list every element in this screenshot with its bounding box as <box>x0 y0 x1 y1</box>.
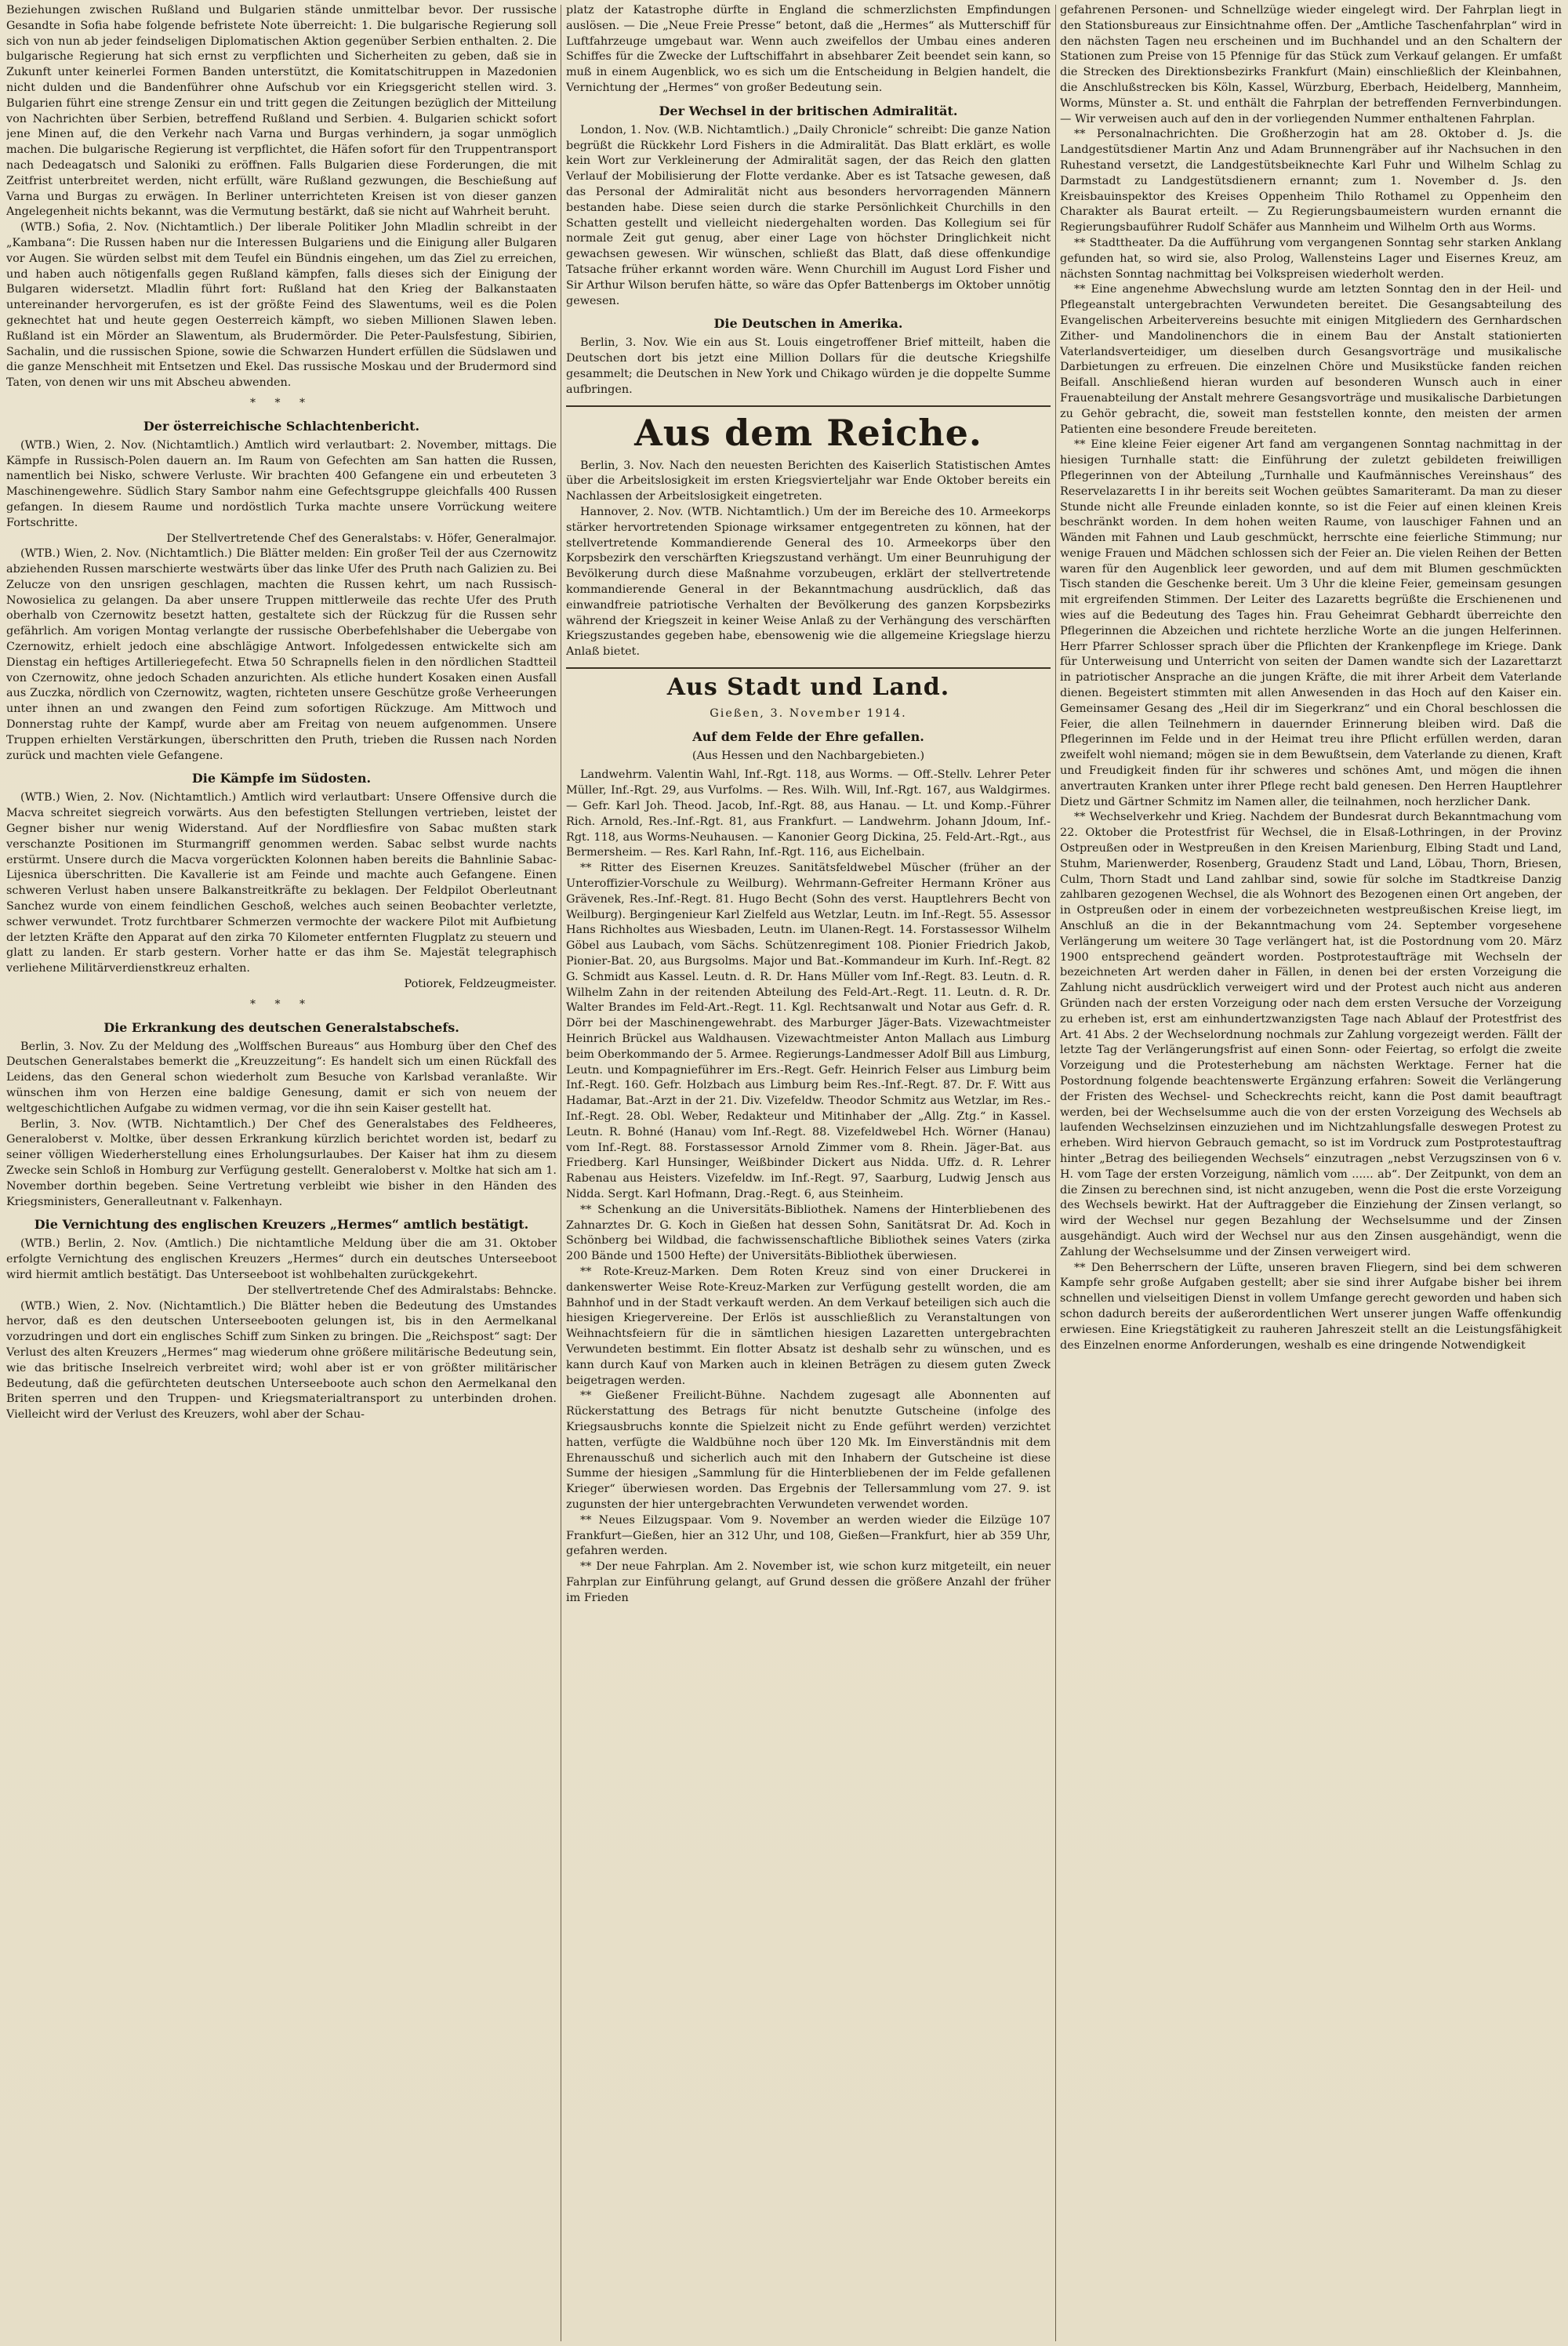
article-paragraph: (WTB.) Berlin, 2. Nov. (Amtlich.) Die nichtamtliche Meldung über die am 31. Oktober erfolgte Vernichtung des englischen Kreuzers „Hermes“ durch ein deutsches Unterseeboot wird hiermit amtlich bestätigt. Das Unterseeboot ist wohlbehalten zurückgekehrt. <box>6 1237 557 1281</box>
article-paragraph: ** Eine angenehme Abwechslung wurde am letzten Sonntag den in der Heil- und Pflegeanstalt untergebrachten Verwundeten bereitet. Die Gesangsabteilung des Evangelischen Arbeitervereins besuchte mit einigen Mitgliedern des Gernhardschen Zither- und Mandolinenchors die in einem Bau der Anstalt stationierten Vaterlandsverteidiger, um dieselben durch Gesangsvorträge und musikalische Darbietungen zu erfreuen. Die einzelnen Chöre und Musikstücke fanden reichen Beifall. Anschließend hieran wurden auf besonderen Wunsch auch in einer Frauenabteilung der Anstalt mehrere Gesangsvorträge und musikalische Darbietungen zu Gehör gebracht, die, soweit man feststellen konnte, den meisten der armen Patienten eine besondere Freude bereiteten. <box>1060 283 1562 436</box>
section-title-stadt-land: Aus Stadt und Land. <box>666 673 950 701</box>
article-paragraph: ** Den Beherrschern der Lüfte, unseren braven Fliegern, sind bei dem schweren Kampfe sehr große Aufgaben gestellt; aber sie sind ihrer Aufgabe bisher bei ihrem schnellen und vielseitigen Dienst in vollem Umfange gerecht geworden und haben sich schon dadurch bereits der außerordentlichen Wert unserer jungen Waffe offenkundig erwiesen. Eine Kriegstätigkeit zu rauheren Jahreszeit stellt an die Leistungsfähigkeit des Einzelnen enorme Anforderungen, weshalb es eine dringende Notwendigkeit <box>1060 1261 1562 1352</box>
article-paragraph: ** Neues Eilzugspaar. Vom 9. November an werden wieder die Eilzüge 107 Frankfurt—Gießen, hier an 312 Uhr, und 108, Gießen—Frankfurt, hier ab 359 Uhr, gefahren werden. <box>566 1513 1051 1558</box>
article-paragraph: platz der Katastrophe dürfte in England die schmerzlichsten Empfindungen auslösen. — Die „Neue Freie Presse“ betont, daß die „Hermes“ als Mutterschiff für Luftfahrzeuge umgebaut war. Wenn auch zweifellos der Umbau eines anderen Schiffes für die Zwecke der Luftschiffahrt in absehbarer Zeit beendet sein kann, so muß in einem Augenblick, wo es sich um die Entscheidung in Belgien handelt, die Vernichtung der „Hermes“ von großer Bedeutung sein. <box>566 4 1051 94</box>
section-separator: * * * <box>250 997 313 1011</box>
article-paragraph: Beziehungen zwischen Rußland und Bulgarien stände unmittelbar bevor. Der russische Gesandte in Sofia habe folgende befristete Note überreicht: 1. Die bulgarische Regierung soll sich von nun ab jeder feindseligen Diplomatischen Aktion gegenüber Serbien enthalten. 2. Die bulgarische Regierung hat sich ernst zu verpflichten und Sicherheiten zu geben, daß sie in Zukunft unter keinerlei Formen Banden unterstützt, die Komitatschitruppen in Mazedonien nicht dulden und die Bandenführer ohne Aufschub vor ein Kriegsgericht stellen wird. 3. Bulgarien führt eine strenge Zensur ein und tritt gegen die Zeitungen bezüglich der Mitteilung von Nachrichten über Serbien, betreffend Rußland und Serbien. 4. Bulgarien schickt sofort jene Minen auf, die den Verkehr nach Varna und Burgas verhindern, ja sogar unmöglich machen. Die bulgarische Regierung ist verpflichtet, die Häfen sofort für den Truppentransport nach Dedeagatsch und Saloniki zu eröffnen. Falls Bulgarien diese Forderungen, die mit Zeitfrist unterbreitet werden, nicht erfüllt, wäre Rußland gezwungen, die Beschießung auf Varna und Burgas zu erwägen. In Berliner unterrichteten Kreisen ist von dieser ganzen Angelegenheit nichts bekannt, was die Vermutung bestärkt, daß sie nicht auf Wahrheit beruht. <box>6 4 557 219</box>
headline-schlachtenbericht: Der österreichische Schlachtenbericht. <box>143 418 420 434</box>
article-paragraph: (WTB.) Wien, 2. Nov. (Nichtamtlich.) Amtlich wird verlautbart: 2. November, mittags. Die Kämpfe in Russisch-Polen dauern an. Im Raum von Gefechten am San hatten die Russen, namentlich bei Nisko, schwere Verluste. Wir brachten 400 Gefangene ein und erbeuteten 3 Maschinengewehre. Südlich Stary Sambor nahm eine Gefechtsgruppe gleichfalls 400 Russen gefangen. In diesem Raume und nordöstlich Turka machte unsere Vorrückung weitere Fortschritte. <box>6 438 557 529</box>
signature: Der stellvertretende Chef des Admiralstabs: Behncke. <box>247 1284 557 1297</box>
headline-admiralitaet: Der Wechsel in der britischen Admiralität. <box>659 103 958 118</box>
article-paragraph: ** Personalnachrichten. Die Großherzogin hat am 28. Oktober d. Js. die Landgestütsdiener Martin Anz und Adam Brunnengräber auf ihr Nachsuchen in den Ruhestand versetzt, die Landgestütsbeiknechte Karl Fuhr und Wilhelm Schlag zu Darmstadt zu Landgestütsdienern ernannt; zum 1. November d. Js. den Kreisbauinspektor des Kreises Oppenheim Thilo Rothamel zu Oppenheim den Charakter als Baurat erteilt. — Zu Regierungsbaumeistern wurden ernannt die Regierungsbauführer Rudolf Schäfer aus Mannheim und Wilhelm Orth aus Worms. <box>1060 128 1562 234</box>
headline-erkrankung: Die Erkrankung des deutschen Generalstabschefs. <box>103 1019 459 1035</box>
section-rule <box>566 667 1051 669</box>
dateline: Gießen, 3. November 1914. <box>710 706 907 720</box>
headline-amerika: Die Deutschen in Amerika. <box>713 316 903 332</box>
headline-subtitle: (Aus Hessen und den Nachbargebieten.) <box>691 749 925 762</box>
signature: Der Stellvertretende Chef des Generalstabs: v. Höfer, Generalmajor. <box>166 532 557 545</box>
article-paragraph: Berlin, 3. Nov. Nach den neuesten Berichten des Kaiserlich Statistischen Amtes über die Arbeitslosigkeit im ersten Kriegsvierteljahr war Ende Oktober bereits ein Nachlassen der Arbeitslosigkeit eingetreten. <box>566 459 1051 503</box>
article-paragraph: gefahrenen Personen- und Schnellzüge wieder eingelegt wird. Der Fahrplan liegt in den Stationsbureaus zur Einsichtnahme offen. Der „Amtliche Taschenfahrplan“ wird in den nächsten Tagen neu erscheinen und im Buchhandel und an den Schaltern der Stationen zum Preise von 15 Pfennige für das Stück zum Verkauf gelangen. Er umfaßt die Strecken des Direktionsbezirks Frankfurt (Main) einschließlich der Kleinbahnen, die Anschlußstrecken bis Köln, Kassel, Würzburg, Eberbach, Heidelberg, Mannheim, Worms, Münster a. St. und enthält die Fahrplan der betreffenden Fernverbindungen. — Wir verweisen auch auf den in der vorliegenden Nummer enthaltenen Fahrplan. <box>1060 4 1562 125</box>
article-paragraph: ** Eine kleine Feier eigener Art fand am vergangenen Sonntag nachmittag in der hiesigen Turnhalle statt: die Einführung der zuletzt gebildeten freiwilligen Pflegerinnen von der Abteilung „Turnhalle und Kaufmännisches Vereinshaus“ des Reservelazaretts I in ihr bereits seit Wochen geübtes Samariteramt. Da man zu dieser Stunde nicht alle Freunde einladen konnte, so ist die Feier auf einen kleinen Kreis beschränkt worden. In dem hohen weiten Raume, von lauschiger Fahnen und an Wänden mit Fahnen und Laub geschmückt, herrschte eine feierliche Stimmung; nur wenige Frauen und Mädchen schlossen sich der Feier an. Die vielen Reihen der Betten waren für den Augenblick leer geworden, und auf dem mit Blumen geschmückten Tisch standen die Geschenke bereit. Um 3 Uhr die kleine Feier, gemeinsam gesungen mit ergreifenden Stimmen. Der Leiter des Lazaretts begrüßte die Erschienenen und wies auf die Bedeutung des Tages hin. Frau Geheimrat Gebhardt überreichte den Pflegerinnen die Abzeichen und richtete herzliche Worte an die jungen Helferinnen. Herr Pfarrer Schlosser sprach über die Pflichten der Krankenpflege im Kriege. Dank für Unterweisung und Unterricht von seiten der Damen wandte sich der Lazarettarzt in patriotischer Ansprache an die jungen Kräfte, die mit ihrer Arbeit dem Vaterlande dienen. Begeistert stimmten mit allen Anwesenden in das Hoch auf den Kaiser ein. Gemeinsamer Gesang des „Heil dir im Siegerkranz“ und ein Choral beschlossen die Feier, die allen Teilnehmern in dauernder Erinnerung bleiben wird. Daß die Pflegerinnen im Felde und in der Heimat treu ihre Pflicht erfüllen werden, daran zweifelt wohl niemand; mögen sie in dem Bewußtsein, dem Vaterlande zu dienen, Kraft und Freudigkeit finden für ihr schweres und schönes Amt, und mögen die ihnen anvertrauten Kranken unter ihrer Pflege recht bald genesen. Den Herren Hauptlehrer Dietz und Gärtner Schmitz im Namen aller, die teilnahmen, noch herzlicher Dank. <box>1060 438 1562 808</box>
article-paragraph: ** Schenkung an die Universitäts-Bibliothek. Namens der Hinterbliebenen des Zahnarztes Dr. G. Koch in Gießen hat dessen Sohn, Sanitätsrat Dr. Ad. Koch in Schönberg bei Wildbad, die fachwissenschaftliche Bibliothek seines Vaters (zirka 200 Bände und 1500 Hefte) der Universitäts-Bibliothek überwiesen. <box>566 1203 1051 1263</box>
article-paragraph: London, 1. Nov. (W.B. Nichtamtlich.) „Daily Chronicle“ schreibt: Die ganze Nation begrüßt die Rückkehr Lord Fishers in die Admiralität. Das Blatt erklärt, es wolle kein Wort zur Verkleinerung der Admiralität sagen, der das Reich den glatten Verlauf der Mobilisierung der Flotte verdanke. Aber es ist Tatsache gewesen, daß das Personal der Admiralität nicht aus besonders hervorragenden Männern bestanden habe. Diese seien durch die starke Persönlichkeit Churchills in den Schatten gestellt und vielleicht niedergehalten worden. Das Kollegium sei für normale Zeit gut genug, aber einer Lage von höchster Dringlichkeit nicht gewachsen gewesen. Wir wünschen, schließt das Blatt, daß diese offenkundige Tatsache früher erkannt worden wäre. Wenn Churchill im August Lord Fisher und Sir Arthur Wilson berufen hätte, so wäre das Opfer Battenbergs im Oktober unnötig gewesen. <box>566 123 1051 307</box>
article-paragraph: (WTB.) Wien, 2. Nov. (Nichtamtlich.) Die Blätter melden: Ein großer Teil der aus Czernowitz abziehenden Russen marschierte westwärts über das linke Ufer des Pruth nach Galizien zu. Bei Zelucze von den unsrigen geschlagen, machten die Russen kehrt, um nach Russisch-Nowosielica zu gelangen. Da aber unsere Truppen mittlerweile das rechte Ufer des Pruth oberhalb von Czernowitz besetzt hatten, gestaltete sich der Rückzug für die Russen sehr gefährlich. Am vorigen Montag verlangte der russische Oberbefehlshaber die Uebergabe von Czernowitz, erhielt jedoch eine abschlägige Antwort. Infolgedessen entwickelte sich am Dienstag ein heftiges Artilleriegefecht. Etwa 50 Schrapnells fielen in den nördlichen Stadtteil von Czernowitz, ohne jedoch Schaden anzurichten. Als etliche hundert Kosaken einen Ausfall aus Zuczka, nördlich von Czernowitz, wagten, richteten unsere Geschütze große Verheerungen unter ihnen an und zwangen den Feind zum sofortigen Rückzuge. Am Mittwoch und Donnerstag ruhte der Kampf, wurde aber am Freitag von neuem aufgenommen. Unsere Truppen erhielten Verstärkungen, überschritten den Pruth, trieben die Russen nach Norden zurück und machten viele Gefangene. <box>6 547 557 762</box>
column-middle <box>566 3 1051 2341</box>
column-left <box>6 3 557 2341</box>
article-paragraph: Hannover, 2. Nov. (WTB. Nichtamtlich.) Um der im Bereiche des 10. Armeekorps stärker hervortretenden Spionage wirksamer entgegentreten zu können, hat der stellvertretende Kommandierende General des 10. Armeekorps über den Korpsbezirk den verschärften Kriegszustand verhängt. Um einer Beunruhigung der Bevölkerung durch diese Maßnahme vorzubeugen, erklärt der stellvertretende kommandierende General in der Bekanntmachung ausdrücklich, daß das einwandfreie patriotische Verhalten der Bevölkerung des ganzen Korpsbezirks während der Kriegszeit in keiner Weise Anlaß zu der Verhängung des verschärften Kriegszustandes gegeben habe, ebensowenig wie die allgemeine Kriegslage hierzu Anlaß bietet. <box>566 505 1051 659</box>
section-title-reich: Aus dem Reiche. <box>634 411 982 454</box>
article-paragraph: ** Ritter des Eisernen Kreuzes. Sanitätsfeldwebel Müscher (früher an der Unteroffizier-Vorschule zu Weilburg). Wehrmann-Gefreiter Hermann Kröner aus Grävenek, Res.-Inf.-Regt. 81. Hugo Becht (Sohn des verst. Hauptlehrers Becht von Weilburg). Bergingenieur Karl Zielfeld aus Wetzlar, Leutn. im Inf.-Regt. 55. Assessor Hans Richholtes aus Wiesbaden, Leutn. im Ulanen-Regt. 14. Forstassessor Wilhelm Göbel aus Laubach, vom Sächs. Schützenregiment 108. Pionier Friedrich Jakob, Pionier-Bat. 20, aus Burgsolms. Major und Bat.-Kommandeur im Kurh. Inf.-Regt. 82 G. Schmidt aus Kassel. Leutn. d. R. Dr. Hans Müller vom Inf.-Regt. 83. Leutn. d. R. Wilhelm Zahn in der reitenden Abteilung des Feld-Art.-Regt. 11. Leutn. d. R. Dr. Walter Brandes im Feld-Art.-Regt. 11. Kgl. Rechtsanwalt und Notar aus Gefr. d. R. Dörr bei der Maschinengewehrabt. des Marburger Jäger-Bats. Vizewachtmeister Heinrich Brückel aus Waldhausen. Vizewachtmeister Anton Mallach aus Limburg beim Oberkommando der 5. Armee. Regierungs-Landmesser Adolf Bill aus Limburg, Leutn. und Kompagnieführer im Ers.-Regt. Gefr. Heinrich Felser aus Limburg beim Inf.-Regt. 160. Gefr. Holzbach aus Limburg beim Res.-Inf.-Regt. 87. Dr. F. Witt aus Hadamar, Bat.-Arzt in der 21. Div. Vizefeldw. Theodor Schmitz aus Wetzlar, im Res.-Inf.-Regt. 28. Obl. Weber, Redakteur und Mitinhaber der „Allg. Ztg.“ in Kassel. Leutn. R. Bohné (Hanau) vom Inf.-Regt. 88. Vizefeldwebel Hch. Wörner (Hanau) vom Inf.-Regt. 88. Forstassessor Arnold Zimmer vom 8. Rhein. Jäger-Bat. aus Friedberg. Karl Hunsinger, Weißbinder Dickert aus Nidda. Uffz. d. R. Lehrer Rabenau aus Heisters. Vizefeldw. im Inf.-Regt. 97, Saarburg, Ludwig Jensch aus Nidda. Sergt. Karl Hofmann, Drag.-Regt. 6, aus Steinheim. <box>566 862 1051 1200</box>
article-paragraph: ** Wechselverkehr und Krieg. Nachdem der Bundesrat durch Bekanntmachung vom 22. Oktober die Protestfrist für Wechsel, die in Elsaß-Lothringen, in der Provinz Ostpreußen oder in Westpreußen in den Kreisen Marienburg, Elbing Stadt und Land, Stuhm, Marienwerder, Rosenberg, Graudenz Stadt und Land, Löbau, Thorn, Briesen, Culm, Thorn Stadt und Land zahlbar sind, sowie für solche im Stadtkreise Danzig zahlbaren gezogenen Wechsel, die als Wohnort des Bezogenen einen Ort angeben, der in Ostpreußen oder in einem der vorbezeichneten westpreußischen Kreise liegt, im Anschluß an die in der Bekanntmachung vom 24. September vorgesehene Verlängerung um weitere 30 Tage verlängert hat, ist die Postordnung vom 20. März 1900 entsprechend geändert worden. Postprotestaufträge mit Wechseln der bezeichneten Art werden daher in Fällen, in denen bei der ersten Vorzeigung die Zahlung nicht ausdrücklich verweigert wird und der Protest auch nicht aus anderen Gründen nach der ersten Vorzeigung oder nach dem ersten Versuche der Vorzeigung zu erheben ist, erst am einhundertzwanzigsten Tage nach Ablauf der Protestfrist des Art. 41 Abs. 2 der Wechselordnung nochmals zur Zahlung vorgezeigt werden. Fällt der letzte Tag der Verlängerungsfrist auf einen Sonn- oder Feiertag, so erfolgt die zweite Vorzeigung und die Protesterhebung am nächsten Werktage. Ferner hat die Postordnung folgende beachtenswerte Ergänzung erfahren: Soweit die Verlängerung der Fristen des Wechsel- und Scheckrechts reicht, kann die Post damit beauftragt werden, bei der Wechselsumme auch die von der ersten Vorzeigung des Wechsels ab laufenden Wechselzinsen einzuziehen und im Nichtzahlungsfalle deswegen Protest zu erheben. Wird hiervon Gebrauch gemacht, so ist im Vordruck zum Postprotestauftrag hinter „Betrag des beiliegenden Wechsels“ einzutragen „nebst Verzugszinsen von 6 v. H. vom Tage der ersten Vorzeigung, nämlich vom ...... ab“. Der Zeitpunkt, von dem an die Zinsen zu berechnen sind, ist nicht anzugeben, wenn die Post die erste Vorzeigung des Wechsels bewirkt. Hat der Auftraggeber die Einziehung der Zinsen verlangt, so wird der Wechsel nur gegen Bezahlung der Wechselsumme und der Zinsen ausgehändigt. Auch wird der Wechsel nur aus den Zinsen ausgehändigt, wenn die Zahlung der Wechselsumme und der Zinsen verweigert wird. <box>1060 811 1562 1258</box>
headline-suedosten: Die Kämpfe im Südosten. <box>191 771 372 786</box>
article-paragraph: Berlin, 3. Nov. Wie ein aus St. Louis eingetroffener Brief mitteilt, haben die Deutschen dort bis jetzt eine Million Dollars für die deutsche Kriegshilfe gesammelt; die Deutschen in New York und Chikago würden je die doppelte Summe aufbringen. <box>566 336 1051 396</box>
column-right <box>1060 3 1562 2341</box>
article-paragraph: (WTB.) Wien, 2. Nov. (Nichtamtlich.) Die Blätter heben die Bedeutung des Umstandes hervor, daß es den deutschen Unterseebooten gelungen ist, bis in den Aermelkanal vorzudringen und dort ein englisches Schiff zum Sinken zu bringen. Die „Reichspost“ sagt: Der Verlust des alten Kreuzers „Hermes“ mag wiederum ohne größere militärische Bedeutung sein, wie das britische Inselreich verbreitet wird; wohl aber ist er von größter militärischer Bedeutung, daß die gefürchteten deutschen Unterseeboote auch schon den Aermelkanal den Briten sperren und den Truppen- und Kriegsmaterialtransport zu unterbinden drohen. Vielleicht wird der Verlust des Kreuzers, wohl aber der Schau- <box>6 1299 557 1422</box>
article-paragraph: Landwehrm. Valentin Wahl, Inf.-Rgt. 118, aus Worms. — Off.-Stellv. Lehrer Peter Müller, Inf.-Rgt. 29, aus Vurfolms. — Res. Wilh. Will, Inf.-Rgt. 167, aus Waldgirmes. — Gefr. Karl Joh. Theod. Jacob, Inf.-Rgt. 88, aus Hanau. — Lt. und Komp.-Führer Rich. Arnold, Res.-Inf.-Rgt. 81, aus Frankfurt. — Landwehrm. Johann Jdoum, Inf.-Rgt. 118, aus Worms-Neuhausen. — Kanonier Georg Dickina, 25. Feld-Art.-Rgt., aus Bermersheim. — Res. Karl Rahn, Inf.-Rgt. 116, aus Eichelbain. <box>566 768 1051 859</box>
headline-hermes: Die Vernichtung des englischen Kreuzers „Hermes“ amtlich bestätigt. <box>34 1217 529 1233</box>
headline-gefallen: Auf dem Felde der Ehre gefallen. <box>692 728 924 744</box>
section-separator: * * * <box>250 396 313 409</box>
article-paragraph: ** Der neue Fahrplan. Am 2. November ist, wie schon kurz mitgeteilt, ein neuer Fahrplan zur Einführung gelangt, auf Grund dessen die größere Anzahl der früher im Frieden <box>566 1560 1051 1604</box>
article-paragraph: Berlin, 3. Nov. Zu der Meldung des „Wolffschen Bureaus“ aus Homburg über den Chef des Deutschen Generalstabes bemerkt die „Kreuzzeitung“: Es handelt sich um einen Rückfall des Leidens, das den General schon wiederholt zum Besuche von Karlsbad veranlaßte. Wir wünschen ihm von Herzen eine baldige Genesung, damit er sich von neuem der weltgeschichtlichen Aufgabe zu widmen vermag, vor die ihn sein Kaiser gestellt hat. <box>6 1040 557 1115</box>
article-paragraph: (WTB.) Sofia, 2. Nov. (Nichtamtlich.) Der liberale Politiker John Mladlin schreibt in der „Kambana“: Die Russen haben nur die Interessen Bulgariens und die Einigung aller Bulgaren vor Augen. Sie würden selbst mit dem Teufel ein Bündnis eingehen, um das Ziel zu erreichen, und haben auch nötigenfalls gegen Rußland kämpfen, falls dieses sich der Einigung der Bulgaren widersetzt. Mladlin führt fort: Rußland hat den Krieg der Balkanstaaten untereinander hervorgerufen, es ist der größte Feind des Slawentums, weil es die Polen geknechtet hat und heute gegen Oesterreich kämpft, wo sieben Millionen Slawen leben. Rußland ist ein Mörder an Slawentum, als Brudermörder. Die Peter-Paulsfestung, Sibirien, Sachalin, und die russischen Spione, sowie die Schwarzen Hundert erfüllen die Südslawen und die ganze Menschheit mit Entsetzen und Ekel. Das russische Moskau und der Brudermord sind Taten, von denen wir uns mit Abscheu abwenden. <box>6 221 557 390</box>
article-paragraph: ** Gießener Freilicht-Bühne. Nachdem zugesagt alle Abonnenten auf Rückerstattung des Betrags für nicht benutzte Gutscheine (infolge des Kriegsausbruchs konnte die Spielzeit nicht zu Ende geführt werden) verzichtet hatten, verfügte die Waldbühne noch über 120 Mk. Im Einverständnis mit dem Ehrenausschuß und sicherlich auch mit den Inhabern der Gutscheine ist diese Summe der hiesigen „Sammlung für die Hinterbliebenen der im Felde gefallenen Krieger“ überwiesen worden. Das Ergebnis der Tellersammlung vom 27. 9. ist zugunsten der hier untergebrachten Verwundeten verwendet worden. <box>566 1389 1051 1511</box>
article-paragraph: ** Stadttheater. Da die Aufführung vom vergangenen Sonntag sehr starken Anklang gefunden hat, so wird sie, also Prolog, Wallensteins Lager und Eisernes Kreuz, am nächsten Sonntag nachmittag bei Volkspreisen wiederholt werden. <box>1060 236 1562 281</box>
section-rule <box>566 405 1051 407</box>
signature: Potiorek, Feldzeugmeister. <box>404 978 557 991</box>
article-paragraph: (WTB.) Wien, 2. Nov. (Nichtamtlich.) Amtlich wird verlautbart: Unsere Offensive durch die Macva schreitet siegreich vorwärts. Aus den befestigten Stellungen vertrieben, leistet der Gegner bisher nur wenig Widerstand. Auf der Nordfliesfire von Sabac mußten stark verschanzte Positionen im Sturmangriff genommen werden. Sabac selbst wurde nachts erstürmt. Unsere durch die Macva vorgerückten Kolonnen haben bereits die Bahnlinie Sabac-Lijesnica überschritten. Die Kavallerie ist am Feinde und machte auch Gefangene. Einen schweren Verlust haben unsere Balkanstreitkräfte zu beklagen. Der Feldpilot Oberleutnant Sanchez wurde von einem feindlichen Geschoß, welches auch seinen Beobachter verletzte, schwer verwundet. Trotz furchtbarer Schmerzen vermochte der wackere Pilot mit Aufbietung der letzten Kräfte den Apparat auf den zirka 70 Kilometer entfernten Flugplatz zu steuern und glatt zu landen. Er starb gestern. Vorher hatte er das ihm Se. Majestät telegraphisch verliehene Militärverdienstkreuz erhalten. <box>6 791 557 975</box>
column-rule <box>1055 5 1056 2341</box>
article-paragraph: ** Rote-Kreuz-Marken. Dem Roten Kreuz sind von einer Druckerei in dankenswerter Weise Rote-Kreuz-Marken zur Verfügung gestellt worden, die am Bahnhof und in der Stadt verkauft werden. An dem Verkauf beteiligen sich auch die hiesigen Kriegervereine. Der Erlös ist ausschließlich zu Veranstaltungen von Weihnachtsfeiern für die in sämtlichen hiesigen Lazaretten untergebrachten Verwundeten bestimmt. Ein flotter Absatz ist deshalb sehr zu wünschen, und es kann durch Kauf von Marken auch in kleinen Beträgen zu diesem guten Zweck beigetragen werden. <box>566 1265 1051 1387</box>
article-paragraph: Berlin, 3. Nov. (WTB. Nichtamtlich.) Der Chef des Generalstabes des Feldheeres, Generaloberst v. Moltke, über dessen Erkrankung kürzlich berichtet worden ist, bedarf zu seiner völligen Wiederherstellung eines Erholungsurlaubes. Der Kaiser hat ihm zu diesem Zwecke sein Schloß in Homburg zur Verfügung gestellt. Generaloberst v. Moltke hat sich am 1. November dorthin begeben. Seine Vertretung verbleibt wie bisher in den Händen des Kriegsministers, Generalleutnant v. Falkenhayn. <box>6 1117 557 1208</box>
